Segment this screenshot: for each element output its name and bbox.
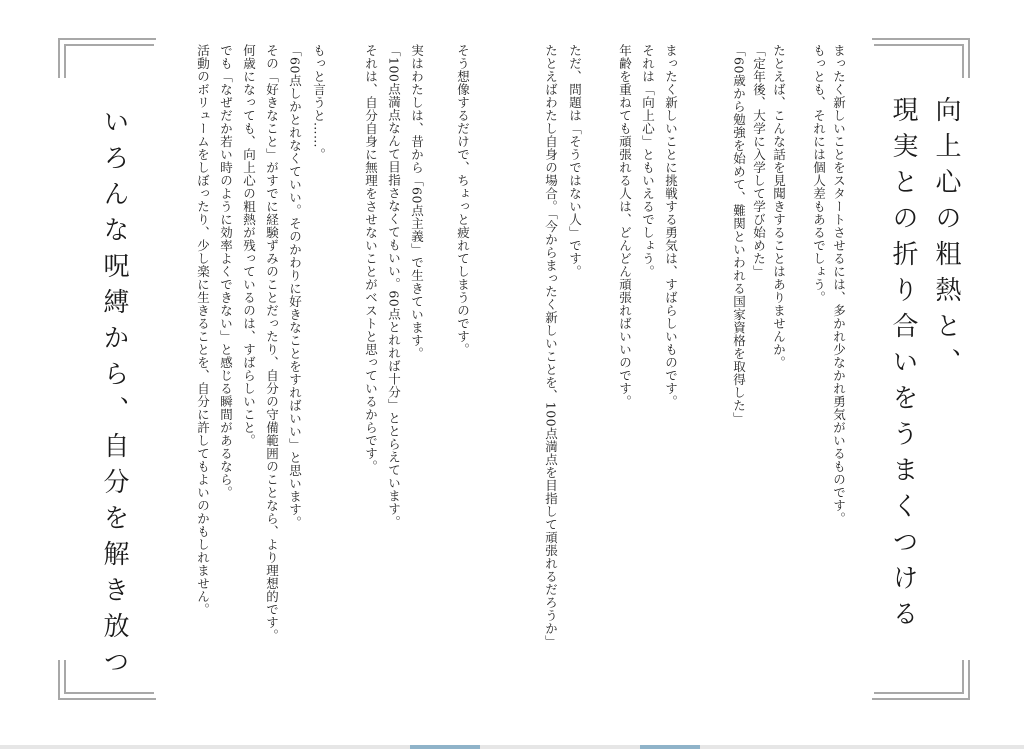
right-body-line-9: それは「向上心」ともいえるでしょう。 [640,44,656,278]
left-heading-top-bracket [58,38,156,78]
right-body-line-6: 「60歳から勉強を始めて、難関といわれる国家資格を取得した」 [731,44,747,425]
left-body-line-4: 「100点満点なんて目指さなくてもいい。60点とれれば十分」ととらえています。 [386,44,402,529]
right-body-line-4: たとえば、こんな話を見聞きすることはありませんか。 [771,44,787,369]
right-heading-top-bracket [872,38,970,78]
page-bottom-rule [0,745,1024,749]
left-body-line-3: 実はわたしは、昔から「60点主義」で生きています。 [409,44,425,360]
right-heading-bottom-bracket [872,660,970,700]
right-body-line-2: もっとも、それには個人差もあるでしょう。 [811,44,827,304]
right-body-line-13: たとえばわたし自身の場合。「今からまったく新しいことを、100点満点を目指して頑張れるだろうか」 [543,44,559,649]
bottom-rule-accent-right [640,745,700,749]
left-body-line-8: 「60点しかとれなくていい。そのかわりに好きなことをすればいい」と思います。 [287,44,303,529]
right-heading-line1: 向上心の粗熱と、 [931,96,961,384]
right-body-line-8: まったく新しいことに挑戦する勇気は、すばらしいものです。 [663,44,679,408]
left-body-line-5: それは、自分自身に無理をさせないことがベストと思っているからです。 [363,44,379,473]
bottom-rule-accent-left [410,745,480,749]
right-body-line-1: まったく新しいことをスタートさせるには、多かれ少なかれ勇気がいるものです。 [831,44,847,525]
right-body-line-5: 「定年後、大学に入学して学び始めた」 [751,44,767,278]
left-heading-line1: いろんな呪縛から、自分を解き放つ [99,108,129,684]
right-body-line-12: ただ、問題は「そうではない人」です。 [567,44,583,278]
left-body-line-1: そう想像するだけで、ちょっと疲れてしまうのです。 [455,44,471,356]
left-body-line-12: 活動のボリュームをしぼったり、少し楽に生きることを、自分に許してもよいのかもしれません。 [195,44,211,616]
left-body-line-10: 何歳になっても、向上心の粗熱が残っているのは、すばらしいこと。 [241,44,257,447]
left-body-line-11: でも「なぜだか若い時のように効率よくできない」と感じる瞬間があるなら。 [218,44,234,499]
right-body-line-10: 年齢を重ねても頑張れる人は、どんどん頑張ればいいのです。 [617,44,633,408]
left-body-line-9: その「好きなこと」がすでに経験ずみのことだったり、自分の守備範囲のことなら、より理想的です。 [264,44,280,642]
right-heading-line2: 現実との折り合いをうまくつける [888,96,918,636]
left-body-line-7: もっと言うと……。 [311,44,327,161]
left-heading-bottom-bracket [58,660,156,700]
